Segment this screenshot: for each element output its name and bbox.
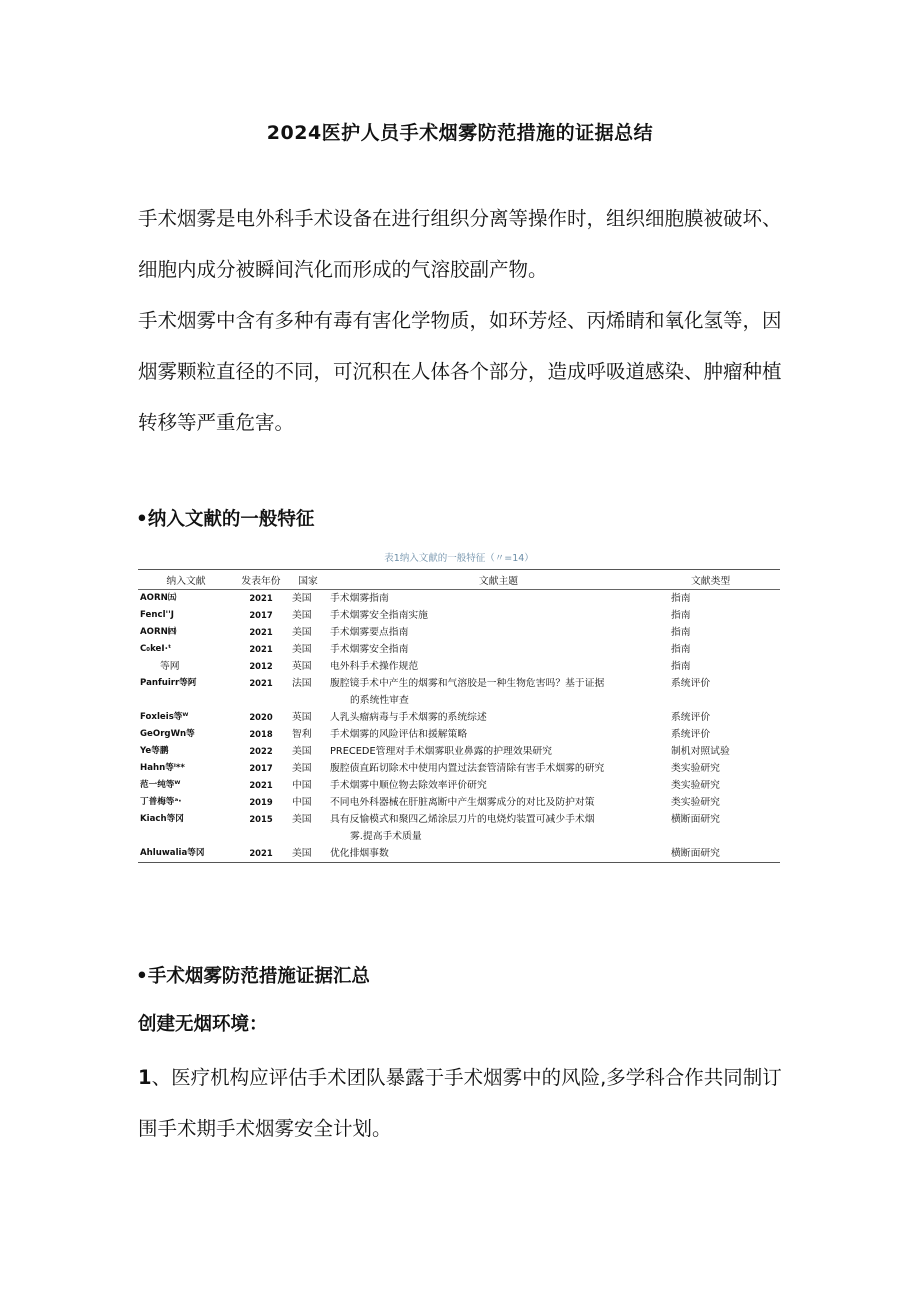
cell-country: 美国 [292, 814, 312, 825]
cell-year: 2017 [249, 763, 273, 773]
cell-topic-line: 人乳头瘤病毒与手术烟雾的系统综述 [330, 712, 487, 723]
cell-year: 2017 [249, 610, 273, 620]
cell-type: 系统评价 [671, 712, 711, 723]
header-country: 国家 [288, 570, 328, 590]
cell-topic-line: 腹腔镜手术中产生的烟雾和气溶胶是一种生物危害吗？基于证据 [330, 678, 605, 689]
table-row [138, 760, 780, 777]
cell-topic-line: 具有反愉模式和聚四乙烯涂层刀片的电烧灼装置可减少手术烟 [330, 814, 595, 825]
cell-ref: 范一纯等ᵂ [140, 780, 181, 790]
cell-topic [328, 811, 669, 845]
table-header-row [138, 570, 780, 590]
cell-topic [328, 641, 669, 658]
cell-ref: Foxleis等ᵂ [140, 712, 189, 722]
cell-country: 美国 [292, 746, 312, 757]
header-ref: 纳入文献 [138, 570, 234, 590]
cell-year: 2018 [249, 729, 273, 739]
cell-country: 中国 [292, 780, 312, 791]
cell-country: 智利 [292, 729, 312, 740]
cell-topic-line: PRECEDE管理对手术烟雾职业鼻露的护理效果研究 [330, 746, 553, 757]
cell-ref: Fencl''J [140, 610, 174, 620]
cell-topic [328, 624, 669, 641]
cell-ref: C₀keI⋅ᵗ [140, 644, 172, 654]
cell-year: 2020 [249, 712, 273, 722]
cell-topic-continuation: 的系统性审查 [350, 695, 409, 706]
cell-ref: AORN㈣ [140, 627, 177, 637]
section-heading-evidence: •手术烟雾防范措施证据汇总 [136, 966, 370, 987]
cell-ref: Ye等鹏 [140, 746, 169, 756]
table-row [138, 794, 780, 811]
cell-country: 法国 [292, 678, 312, 689]
cell-year: 2021 [249, 678, 273, 688]
cell-topic-line: 电外科手术操作规范 [330, 661, 419, 672]
table-caption: 表1纳入文献的一般特征（〃=14） [384, 553, 534, 564]
cell-type: 指南 [671, 610, 691, 621]
literature-table-block [138, 552, 780, 863]
cell-country: 美国 [292, 610, 312, 621]
cell-type: 系统评价 [671, 729, 711, 740]
table-row [138, 607, 780, 624]
cell-topic [328, 658, 669, 675]
evidence-item-1 [138, 1052, 788, 1154]
cell-year: 2021 [234, 845, 288, 863]
table-row [138, 811, 780, 845]
table-row [138, 726, 780, 743]
cell-topic [328, 726, 669, 743]
item-text: 、医疗机构应评估手术团队暴露于手术烟雾中的风险,多学科合作共同制订围手术期手术烟雾安全计划。 [138, 1066, 782, 1140]
cell-ref: Kiach等冈 [140, 814, 184, 824]
cell-type: 横断面研究 [671, 814, 720, 825]
item-number: 1 [138, 1066, 152, 1089]
cell-topic [328, 675, 669, 709]
subheading-smoke-free: 创建无烟环境： [138, 1014, 268, 1035]
intro-paragraph-1: 手术烟雾是电外科手术设备在进行组织分离等操作时，组织细胞膜被破坏、细胞内成分被瞬间汽化而形成的气溶胶副产物。 [138, 207, 782, 281]
cell-topic [328, 709, 669, 726]
cell-year: 2021 [249, 780, 273, 790]
cell-type: 指南 [671, 627, 691, 638]
header-type: 文献类型 [669, 570, 780, 590]
cell-type: 类实验研究 [671, 797, 720, 808]
cell-year: 2021 [249, 593, 273, 603]
cell-year: 2022 [249, 746, 273, 756]
table-body [138, 590, 780, 863]
header-year: 发表年份 [234, 570, 288, 590]
table-row [138, 658, 780, 675]
cell-type: 制机对照试验 [671, 746, 730, 757]
cell-topic-continuation: 雾.提高手术质量 [350, 831, 422, 842]
cell-year: 2012 [249, 661, 273, 671]
cell-topic-line: 不同电外科器械在肝脏离断中产生烟雾成分的对比及防护对策 [330, 797, 595, 808]
cell-country: 美国 [292, 763, 312, 774]
cell-ref: Hahn等ᴵ** [140, 763, 185, 773]
table-row [138, 590, 780, 608]
table-row [138, 845, 780, 863]
cell-topic-line: 手术烟雾要点指南 [330, 627, 409, 638]
cell-type: 指南 [671, 644, 691, 655]
cell-country: 美国 [288, 845, 328, 863]
cell-topic [328, 794, 669, 811]
cell-type: 指南 [671, 661, 691, 672]
cell-topic-line: 手术烟雾中顺位物去除效率评价研究 [330, 780, 487, 791]
cell-topic [328, 760, 669, 777]
cell-country: 中国 [292, 797, 312, 808]
cell-topic-line: 手术烟雾指南 [330, 593, 389, 604]
cell-topic [328, 590, 669, 608]
cell-year: 2015 [249, 814, 273, 824]
cell-topic-line: 腹腔债直跖切除术中使用内置过法套管清除有害手术烟雾的研究 [330, 763, 605, 774]
cell-ref: AORN㈤ [140, 593, 177, 603]
cell-country: 美国 [292, 593, 312, 604]
cell-country: 美国 [292, 644, 312, 655]
page-title: 2024医护人员手术烟雾防范措施的证据总结 [266, 122, 654, 144]
cell-country: 英国 [292, 712, 312, 723]
cell-type: 系统评价 [671, 678, 711, 689]
cell-topic [328, 845, 669, 863]
cell-topic-line: 手术烟雾安全指南实施 [330, 610, 428, 621]
cell-topic-line: 手术烟雾的风险评估和援解策略 [330, 729, 468, 740]
cell-ref: Panfuirr等阿 [140, 678, 197, 688]
cell-topic-line: 手术烟雾安全指南 [330, 644, 409, 655]
cell-year: 2019 [249, 797, 273, 807]
cell-type: 横断面研究 [669, 845, 780, 863]
cell-country: 美国 [292, 627, 312, 638]
cell-ref: GeOrgWn等 [140, 729, 195, 739]
header-topic: 文献主题 [328, 570, 669, 590]
literature-table [138, 570, 780, 863]
cell-type: 类实验研究 [671, 763, 720, 774]
cell-topic [328, 743, 669, 760]
table-row [138, 743, 780, 760]
table-row [138, 624, 780, 641]
cell-year: 2021 [249, 627, 273, 637]
table-row [138, 709, 780, 726]
cell-year: 2021 [249, 644, 273, 654]
cell-topic-line: 优化排烟事数 [330, 848, 389, 859]
cell-type: 类实验研究 [671, 780, 720, 791]
cell-topic [328, 777, 669, 794]
cell-topic [328, 607, 669, 624]
cell-ref: 丁普梅等ᵃ· [140, 797, 182, 807]
cell-ref: 等网 [160, 661, 180, 672]
table-row [138, 641, 780, 658]
table-row [138, 777, 780, 794]
cell-ref: Ahluwalia等冈 [138, 845, 234, 863]
cell-country: 英国 [292, 661, 312, 672]
section-heading-characteristics: •纳入文献的一般特征 [136, 509, 315, 530]
cell-type: 指南 [671, 593, 691, 604]
intro-paragraph-2: 手术烟雾中含有多种有毒有害化学物质，如环芳烃、丙烯睛和氧化氢等，因烟雾颗粒直径的不同，可沉积在人体各个部分，造成呼吸道感染、肿瘤种植转移等严重危害。 [138, 309, 782, 434]
table-row [138, 675, 780, 709]
